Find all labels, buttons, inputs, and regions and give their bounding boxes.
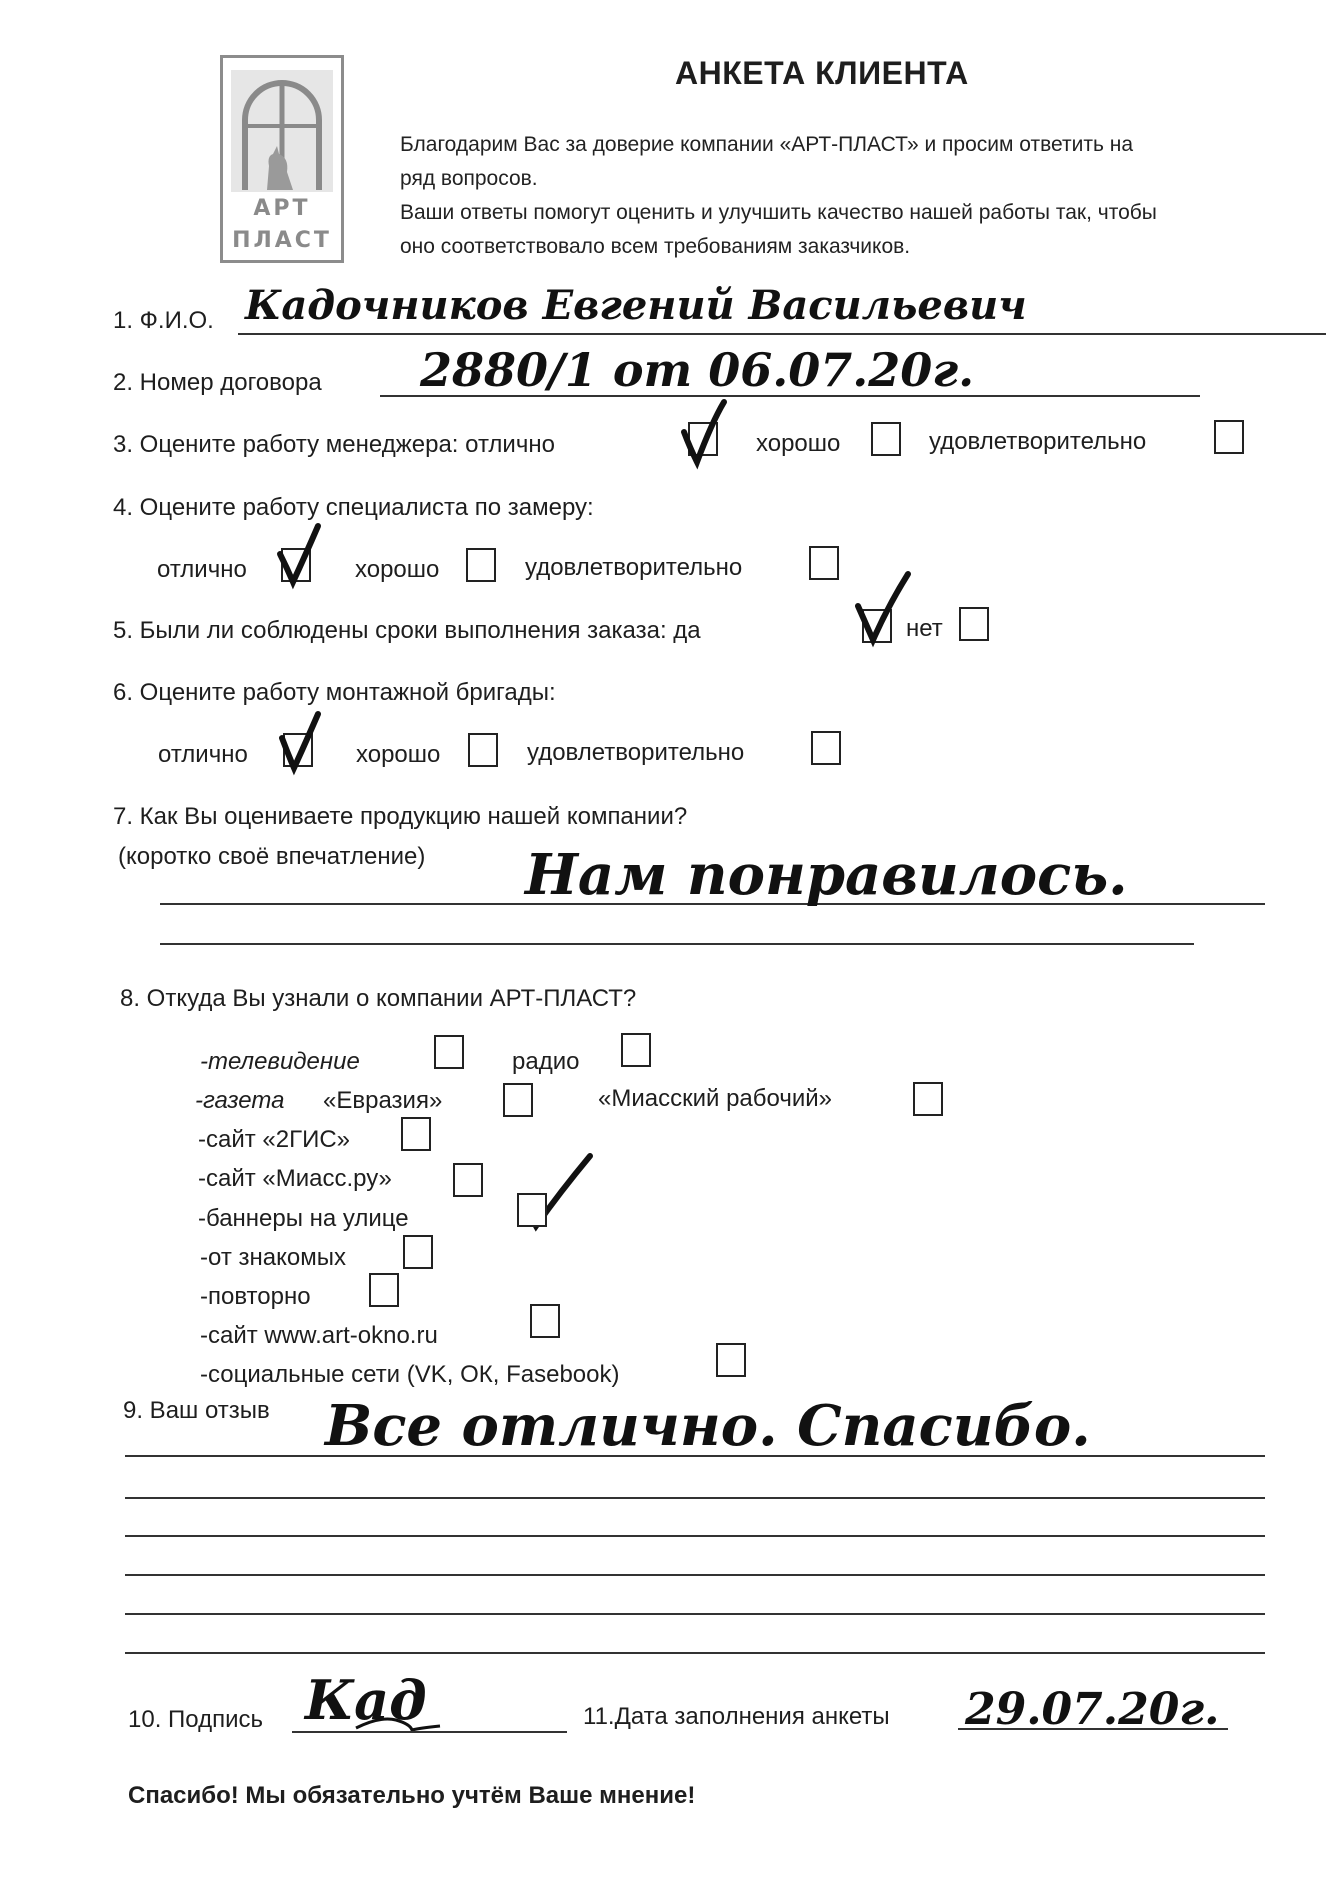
q9-answer-input[interactable]: Все отлично. Спасибо. bbox=[325, 1393, 1091, 1459]
q8-radio-label: радио bbox=[512, 1048, 580, 1075]
q1-label: 1. Ф.И.О. bbox=[113, 307, 214, 334]
q8-2gis-label: -сайт «2ГИС» bbox=[198, 1126, 351, 1153]
q8-eurasia-label: «Евразия» bbox=[323, 1087, 443, 1114]
q4-label: 4. Оцените работу специалиста по замеру: bbox=[113, 494, 594, 521]
logo-text-art: АРТ bbox=[253, 196, 311, 221]
q8-friends-checkbox[interactable] bbox=[403, 1235, 433, 1269]
q6-sat-label: удовлетворительно bbox=[527, 739, 745, 766]
form-title: АНКЕТА КЛИЕНТА bbox=[675, 55, 969, 91]
q7-sublabel: (коротко своё впечатление) bbox=[118, 843, 426, 870]
q8-miass-worker-label: «Миасский рабочий» bbox=[598, 1085, 832, 1112]
intro-line: Ваши ответы помогут оценить и улучшить качество нашей работы так, чтобы bbox=[400, 201, 1157, 224]
q4-sat-label: удовлетворительно bbox=[525, 554, 743, 581]
q5-check-icon bbox=[858, 574, 908, 640]
q9-line-6 bbox=[125, 1652, 1265, 1654]
q9-line-4 bbox=[125, 1574, 1265, 1576]
q5-label: 5. Были ли соблюдены сроки выполнения заказа: да bbox=[113, 617, 701, 644]
q2-label: 2. Номер договора bbox=[113, 369, 322, 396]
q8-social-label: -социальные сети (VK, ОК, Fasebook) bbox=[200, 1361, 620, 1388]
q10-label: 10. Подпись bbox=[128, 1706, 264, 1733]
q8-repeat-checkbox[interactable] bbox=[369, 1273, 399, 1307]
q8-miass-ru-label: -сайт «Миасс.ру» bbox=[198, 1165, 392, 1192]
q7-label: 7. Как Вы оцениваете продукцию нашей компании? bbox=[113, 803, 688, 830]
q1-answer-input[interactable]: Кадочников Евгений Васильевич bbox=[245, 282, 1027, 329]
q3-sat-label: удовлетворительно bbox=[929, 428, 1147, 455]
q8-banners-label: -баннеры на улице bbox=[198, 1205, 409, 1232]
q8-radio-checkbox[interactable] bbox=[621, 1033, 651, 1067]
q8-artokno-label: -сайт www.art-okno.ru bbox=[200, 1322, 438, 1349]
q6-excellent-label: отлично bbox=[158, 741, 248, 768]
q9-line-5 bbox=[125, 1613, 1265, 1615]
q9-line-3 bbox=[125, 1535, 1265, 1537]
q8-label: 8. Откуда Вы узнали о компании АРТ-ПЛАСТ? bbox=[120, 985, 637, 1012]
q6-label: 6. Оцените работу монтажной бригады: bbox=[113, 679, 556, 706]
q4-check-icon bbox=[280, 526, 318, 582]
q3-label: 3. Оцените работу менеджера: отлично bbox=[113, 431, 555, 458]
signature-input[interactable]: Кад bbox=[305, 1668, 427, 1732]
q2-answer-input[interactable]: 2880/1 от 06.07.20г. bbox=[420, 343, 975, 397]
q9-line-2 bbox=[125, 1497, 1265, 1499]
q8-banners-checkbox[interactable] bbox=[517, 1193, 547, 1227]
intro-line: оно соответствовало всем требованиям заказчиков. bbox=[400, 235, 911, 258]
logo-text-plast: ПЛАСТ bbox=[232, 228, 332, 253]
q8-social-checkbox[interactable] bbox=[716, 1343, 746, 1377]
q6-check-icon bbox=[282, 714, 318, 768]
q7-answer-input[interactable]: Нам понравилось. bbox=[525, 842, 1128, 908]
intro-line: Благодарим Вас за доверие компании «АРТ-ПЛАСТ» и просим ответить на bbox=[400, 133, 1134, 156]
date-input[interactable]: 29.07.20г. bbox=[965, 1684, 1220, 1735]
q8-2gis-checkbox[interactable] bbox=[401, 1117, 431, 1151]
q4-excellent-label: отлично bbox=[157, 556, 247, 583]
footer-thanks: Спасибо! Мы обязательно учтём Ваше мнение! bbox=[128, 1782, 696, 1809]
q8-tv-checkbox[interactable] bbox=[434, 1035, 464, 1069]
q11-label: 11.Дата заполнения анкеты bbox=[583, 1703, 890, 1730]
q8-miass-ru-checkbox[interactable] bbox=[453, 1163, 483, 1197]
q5-no-label: нет bbox=[906, 615, 943, 642]
q8-artokno-checkbox[interactable] bbox=[530, 1304, 560, 1338]
q3-check-icon bbox=[684, 402, 724, 462]
q9-label: 9. Ваш отзыв bbox=[123, 1397, 270, 1424]
intro-line: ряд вопросов. bbox=[400, 167, 538, 190]
q8-friends-label: -от знакомых bbox=[200, 1244, 346, 1271]
q4-good-label: хорошо bbox=[355, 556, 440, 583]
q8-repeat-label: -повторно bbox=[200, 1283, 311, 1310]
q6-good-label: хорошо bbox=[356, 741, 441, 768]
q3-good-label: хорошо bbox=[756, 430, 841, 457]
q8-newspaper-label: -газета bbox=[195, 1087, 285, 1114]
q7-answer-line-2 bbox=[160, 943, 1194, 945]
q8-tv-label: -телевидение bbox=[200, 1048, 360, 1075]
q8-miass-worker-checkbox[interactable] bbox=[913, 1082, 943, 1116]
q8-eurasia-checkbox[interactable] bbox=[503, 1083, 533, 1117]
